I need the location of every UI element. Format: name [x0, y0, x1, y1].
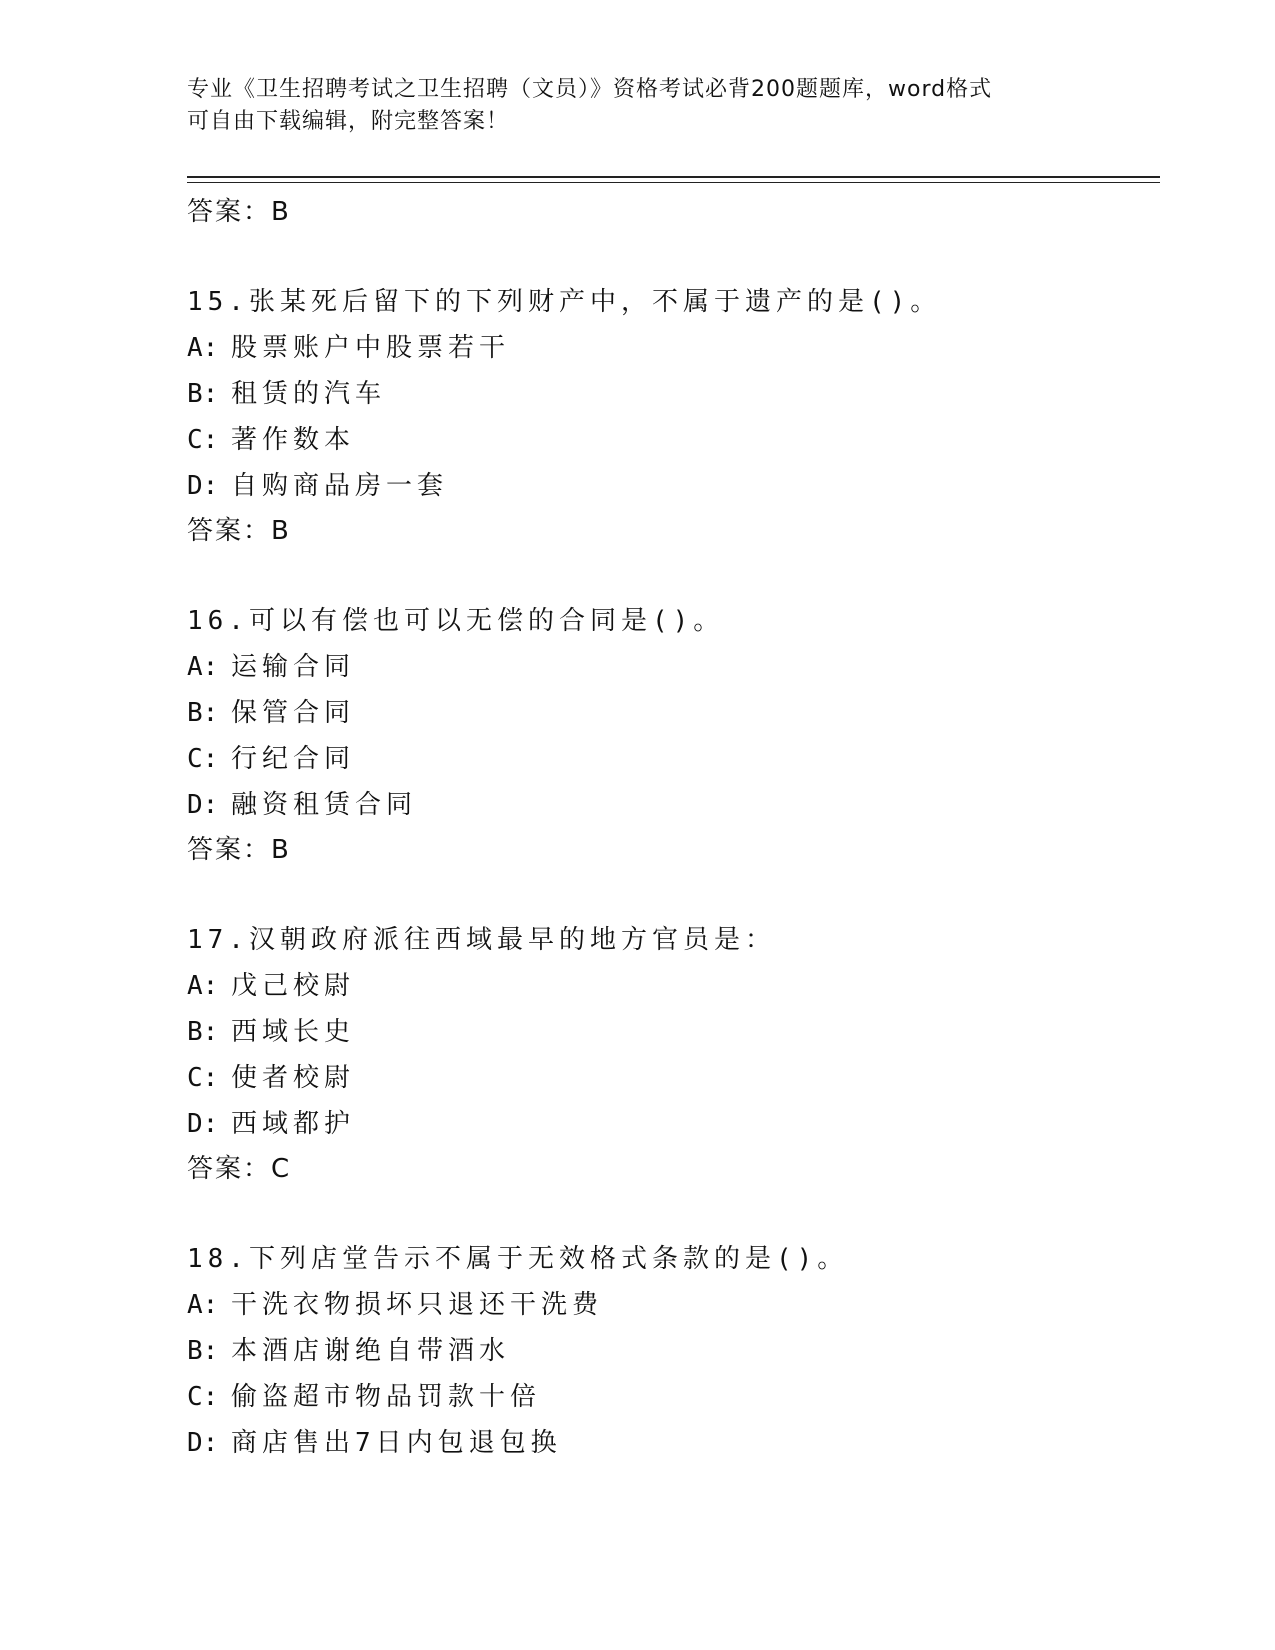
header-rule-thick	[187, 176, 1160, 178]
option-a	[187, 644, 1160, 690]
option-d	[187, 1420, 1160, 1466]
option-b	[187, 371, 1160, 417]
question-18	[187, 1236, 1160, 1466]
option-text: 行纪合同	[231, 744, 356, 774]
option-text: 干洗衣物损坏只退还干洗费	[231, 1290, 604, 1320]
question-stem: 15.张某死后留下的下列财产中，不属于遗产的是()。	[187, 287, 942, 317]
option-key: B:	[187, 1336, 219, 1366]
header-line-2: 可自由下载编辑，附完整答案！	[187, 109, 510, 134]
question-stem: 16.可以有偿也可以无偿的合同是()。	[187, 606, 725, 636]
option-text: 租赁的汽车	[231, 379, 387, 409]
option-key: C:	[187, 1063, 219, 1093]
option-a	[187, 963, 1160, 1009]
option-key: A:	[187, 652, 219, 682]
option-d	[187, 463, 1160, 509]
header-rule-thin	[187, 182, 1160, 183]
option-key: A:	[187, 333, 219, 363]
option-a	[187, 1282, 1160, 1328]
option-text: 融资租赁合同	[231, 790, 418, 820]
option-c	[187, 1374, 1160, 1420]
question-list	[187, 190, 1160, 1466]
option-b	[187, 1009, 1160, 1055]
option-key: C:	[187, 744, 219, 774]
question-15	[187, 279, 1160, 553]
question-stem: 18.下列店堂告示不属于无效格式条款的是()。	[187, 1244, 849, 1274]
option-text: 保管合同	[231, 698, 356, 728]
option-d	[187, 782, 1160, 828]
answer-line: 答案：B	[187, 516, 291, 546]
header-line-1: 专业《卫生招聘考试之卫生招聘（文员）》资格考试必背200题题库，word格式	[187, 77, 993, 102]
option-key: A:	[187, 971, 219, 1001]
option-c	[187, 736, 1160, 782]
answer-line: 答案：B	[187, 835, 291, 865]
answer-line: 答案：C	[187, 1154, 292, 1184]
option-key: B:	[187, 379, 219, 409]
option-text: 著作数本	[231, 425, 356, 455]
option-key: C:	[187, 425, 219, 455]
option-text: 自购商品房一套	[231, 471, 449, 501]
option-b	[187, 1328, 1160, 1374]
option-text: 本酒店谢绝自带酒水	[231, 1336, 511, 1366]
option-b	[187, 690, 1160, 736]
option-c	[187, 1055, 1160, 1101]
option-a	[187, 325, 1160, 371]
option-text: 使者校尉	[231, 1063, 356, 1093]
option-key: D:	[187, 1428, 219, 1458]
option-text: 西域都护	[231, 1109, 356, 1139]
option-text: 西域长史	[231, 1017, 356, 1047]
option-key: C:	[187, 1382, 219, 1412]
option-text: 运输合同	[231, 652, 356, 682]
question-stem: 17.汉朝政府派往西域最早的地方官员是：	[187, 925, 776, 955]
option-key: B:	[187, 698, 219, 728]
option-text: 戊己校尉	[231, 971, 356, 1001]
option-key: D:	[187, 1109, 219, 1139]
question-17	[187, 917, 1160, 1191]
question-16	[187, 598, 1160, 872]
option-key: D:	[187, 471, 219, 501]
option-c	[187, 417, 1160, 463]
option-text: 商店售出7日内包退包换	[231, 1428, 562, 1458]
option-text: 偷盗超市物品罚款十倍	[231, 1382, 542, 1412]
option-key: B:	[187, 1017, 219, 1047]
document-header	[187, 74, 1087, 138]
option-key: D:	[187, 790, 219, 820]
option-key: A:	[187, 1290, 219, 1320]
option-d	[187, 1101, 1160, 1147]
option-text: 股票账户中股票若干	[231, 333, 511, 363]
previous-answer: 答案：B	[187, 197, 291, 227]
